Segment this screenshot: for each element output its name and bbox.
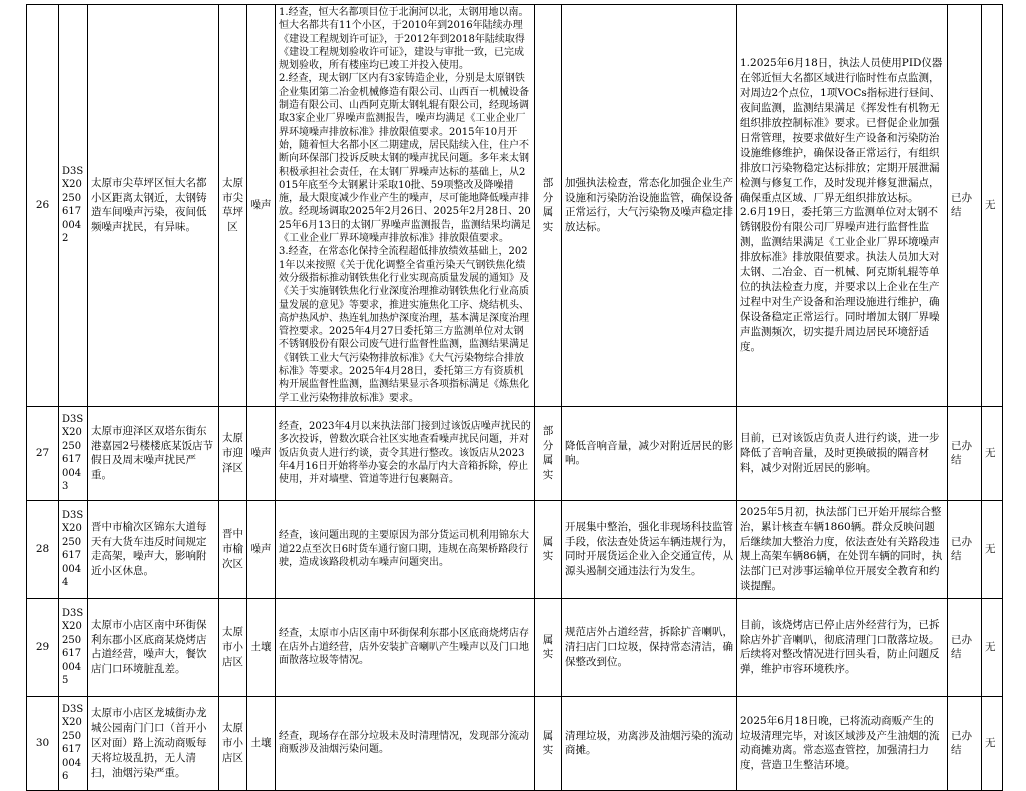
pollution-type: 噪声 (247, 500, 276, 598)
row-number: 27 (27, 406, 59, 500)
pollution-type: 噪声 (247, 5, 276, 407)
rectification-progress (737, 696, 948, 790)
verification-result: 属实 (535, 500, 562, 598)
accountability: 无 (982, 500, 1003, 598)
accountability: 无 (982, 5, 1003, 407)
rectification-plan: 开展集中整治，强化非现场科技监管手段，依法查处货运车辆违规行为，同时开展货运企业入企交通宣传，从源头遏制交通违法行为发生。 (562, 500, 737, 598)
rectification-progress (737, 5, 948, 407)
pollution-type: 土壤 (247, 598, 276, 696)
rectification-progress (737, 500, 948, 598)
table-row (27, 406, 1003, 500)
table-row (27, 696, 1003, 790)
findings-paragraph: 经查，太原市小店区南中环街保利东郡小区底商烧烤店存在店外占道经营，店外安装扩音喇叭产生噪声以及门口地面散落垃圾等情况。 (279, 628, 529, 667)
administrative-area: 太原市尖草坪区 (219, 5, 247, 407)
complaint-description: 晋中市榆次区锦东大道每天有大货车违反时间规定走高架，噪声大，影响附近小区休息。 (88, 500, 219, 598)
findings-paragraph: 1.经查，恒大名都项目位于北涧河以北，太钢用地以南。恒大名都共有11个小区，于2010年到2016年陆续办理《建设工程规划许可证》，于2012年到2018年陆续取得《建设工程规划验收许可证》，建设与审批一致，已完成规划验收，所有楼座均已竣工并投入使用。 (279, 7, 529, 72)
row-number: 30 (27, 696, 59, 790)
investigation-findings (276, 500, 535, 598)
findings-paragraph: 2.经查，现太钢厂区内有3家铸造企业，分别是太原钢铁企业集团第二冶金机械修造有限公司、山西百一机械设备制造有限公司、山西阿克斯太钢轧辊有限公司，经现场调取3家企业厂界噪声监测报告，噪声均满足《工业企业厂界环境噪声排放标准》排放限值要求。2015年10月开始，随着恒大名都小区二期建成，居民陆续入住，住户不断向环保部门投诉反映太钢的噪声扰民问题。多年来太钢积极承担社会责任，在太钢厂界噪声达标的基础上，从2015年底至今太钢累计采取10批、59项整改及降噪措施，最大限度减少作业产生的噪声，尽可能地降低噪声排放。经现场调取2025年2月26日、2025年2月28日、2025年6月13日的太钢厂界噪声监测报告，监测结果均满足《工业企业厂界环境噪声排放标准》排放限值要求。 (279, 73, 531, 245)
progress-paragraph: 2025年5月初，执法部门已开始开展综合整治，累计核查车辆1860辆。群众反映问题后继续加大整治力度，依法查处有关路段违规上高架车辆86辆，在处罚车辆的同时，执法部门已对涉事运输单位开展安全教育和约谈提醒。 (740, 505, 943, 593)
complaint-description: 太原市小店区南中环街保利东郡小区底商某烧烤店占道经营，噪声大，餐饮店门口环境脏乱差。 (88, 598, 219, 696)
administrative-area: 太原市小店区 (219, 696, 247, 790)
rectification-plan: 清理垃圾，劝离涉及油烟污染的流动商摊。 (562, 696, 737, 790)
progress-paragraph: 2025年6月18日晚，已将流动商贩产生的垃圾清理完毕，对该区域涉及产生油烟的流动商摊劝离。常态巡查管控，加强清扫力度，营造卫生整洁环境。 (740, 714, 940, 772)
rectification-progress (737, 406, 948, 500)
accountability: 无 (982, 598, 1003, 696)
findings-paragraph: 3.经查，在常态化保持全流程超低排放绩效基础上，2021年以来按照《关于优化调整全省重污染天气钢铁焦化绩效分级指标推动钢铁焦化行业实现高质量发展的通知》及《关于实施钢铁焦化行业深度治理推动钢铁焦化行业高质量发展的意见》等要求，推进实施焦化工序、烧结机头、高炉热风炉、热连轧加热炉深度治理，基本满足深度治理管控要求。2025年4月27日委托第三方监测单位对太钢不锈钢股份有限公司废气进行监督性监测，监测结果满足《钢铁工业大气污染物排放标准》《大气污染物综合排放标准》等要求。2025年4月28日，委托第三方有资质机构开展监督性监测，监测结果显示各项指标满足《炼焦化学工业污染物排放标准》要求。 (279, 246, 529, 404)
administrative-area: 太原市小店区 (219, 598, 247, 696)
complaint-handling-table (26, 4, 1003, 791)
complaint-description: 太原市小店区龙城街办龙城公园南门门口（首开小区对面）路上流动商贩每天将垃圾乱扔，无人清扫，油烟污染严重。 (88, 696, 219, 790)
completion-status: 已办结 (948, 5, 982, 407)
row-number: 26 (27, 5, 59, 407)
verification-result: 部分属实 (535, 5, 562, 407)
progress-paragraph: 2.6月19日，委托第三方监测单位对太钢不锈钢股份有限公司厂界噪声进行监督性监测，监测结果满足《工业企业厂界环境噪声排放标准》排放限值要求。执法人员加大对太钢、二冶金、百一机械、阿克斯轧辊等单位的执法检查力度，并要求以上企业在生产过程中对生产设备和治理设施进行维护，确保设备稳定正常运行。同时增加太钢厂界噪声监测频次，切实提升周边居民环境舒适度。 (740, 206, 940, 353)
verification-result: 属实 (535, 696, 562, 790)
row-number: 28 (27, 500, 59, 598)
case-code: D3SX202506170045 (59, 598, 88, 696)
pollution-type: 土壤 (247, 696, 276, 790)
rectification-progress (737, 598, 948, 696)
administrative-area: 太原市迎泽区 (219, 406, 247, 500)
accountability: 无 (982, 696, 1003, 790)
completion-status: 已办结 (948, 500, 982, 598)
findings-paragraph: 经查，2023年4月以来执法部门接到过该饭店噪声扰民的多次投诉，曾数次联合社区实地查看噪声扰民问题，并对饭店负责人进行约谈，责令其进行整改。该饭店从2023年4月16日开始将举办宴会的水晶厅内大音箱拆除，停止使用，并对墙壁、管道等进行包裹隔音。 (279, 421, 531, 486)
rectification-plan: 规范店外占道经营，拆除扩音喇叭，清扫店门口垃圾，保持常态清洁，确保整改到位。 (562, 598, 737, 696)
rectification-plan: 加强执法检查，常态化加强企业生产设施和污染防治设施监管，确保设备正常运行，大气污染物及噪声稳定排放达标。 (562, 5, 737, 407)
progress-paragraph: 1.2025年6月18日，执法人员使用PID仪器在邻近恒大名都区域进行临时性布点监测，对周边2个点位，1项VOCs指标进行昼间、夜间监测，监测结果满足《挥发性有机物无组织排放控制标准》要求。已督促企业加强日常管理，按要求做好生产设备和污染防治设施维修维护，确保设备正常运行，有组织排放口污染物稳定达标排放；定期开展泄漏检测与修复工作，及时发现并修复泄漏点，确保重点区域、厂界无组织排放达标。 (740, 57, 943, 204)
accountability: 无 (982, 406, 1003, 500)
case-code: D3SX202506170042 (59, 5, 88, 407)
pollution-type: 噪声 (247, 406, 276, 500)
case-code: D3SX202506170046 (59, 696, 88, 790)
table-row (27, 598, 1003, 696)
completion-status: 已办结 (948, 696, 982, 790)
administrative-area: 晋中市榆次区 (219, 500, 247, 598)
case-code: D3SX202506170044 (59, 500, 88, 598)
findings-paragraph: 经查，现场存在部分垃圾未及时清理情况，发现部分流动商贩涉及油烟污染问题。 (279, 731, 529, 756)
investigation-findings (276, 696, 535, 790)
completion-status: 已办结 (948, 598, 982, 696)
investigation-findings (276, 5, 535, 407)
progress-paragraph: 目前，已对该饭店负责人进行约谈，进一步降低了音响音量，及时更换破损的隔音材料，减少对附近居民的影响。 (740, 432, 940, 474)
completion-status: 已办结 (948, 406, 982, 500)
findings-paragraph: 经查，该问题出现的主要原因为部分货运司机利用锦东大道22点至次日6时货车通行窗口期，违规在高架桥路段行驶，造成该路段机动车噪声问题突出。 (279, 530, 529, 569)
table-row (27, 5, 1003, 407)
progress-paragraph: 目前，该烧烤店已停止店外经营行为，已拆除店外扩音喇叭，彻底清理门口散落垃圾。后续将对整改情况进行回头看，防止问题反弹，维护市容环境秩序。 (740, 618, 940, 676)
rectification-plan: 降低音响音量，减少对附近居民的影响。 (562, 406, 737, 500)
verification-result: 属实 (535, 598, 562, 696)
investigation-findings (276, 406, 535, 500)
verification-result: 部分属实 (535, 406, 562, 500)
investigation-findings (276, 598, 535, 696)
case-code: D3SX202506170043 (59, 406, 88, 500)
complaint-description: 太原市迎泽区双塔东街东港嘉园2号楼楼底某饭店节假日及周末噪声扰民严重。 (88, 406, 219, 500)
complaint-description: 太原市尖草坪区恒大名都小区距离太钢近，太钢铸造车间噪声污染，夜间低频噪声扰民，有异味。 (88, 5, 219, 407)
table-row (27, 500, 1003, 598)
row-number: 29 (27, 598, 59, 696)
